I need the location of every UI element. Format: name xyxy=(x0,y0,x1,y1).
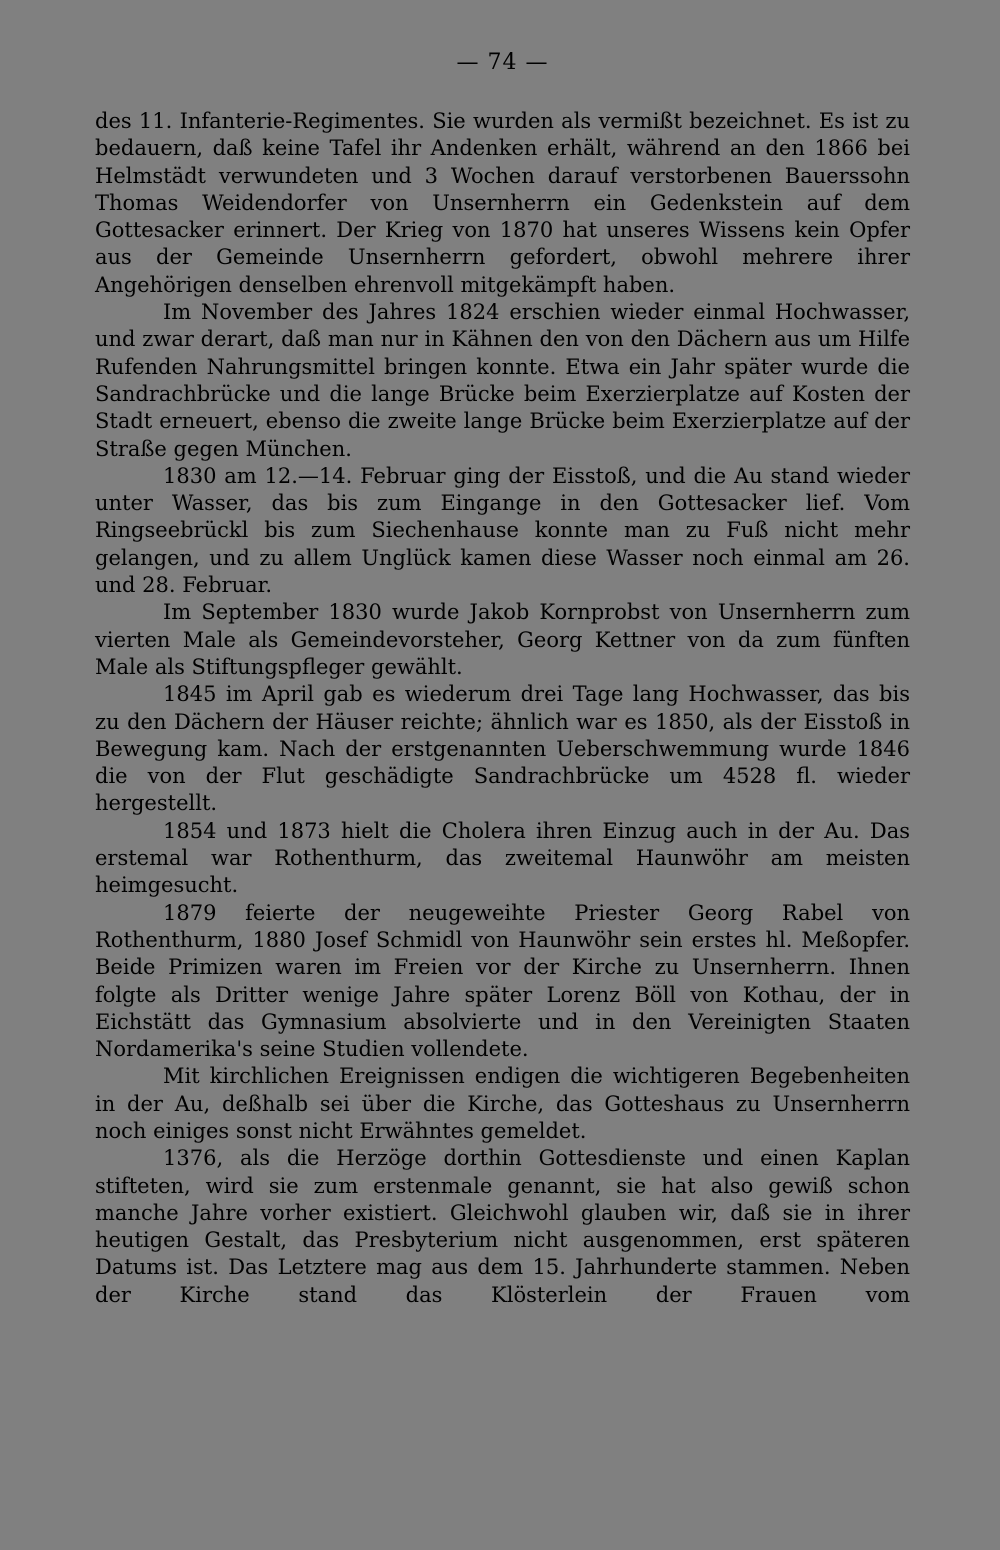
paragraph: 1830 am 12.—14. Februar ging der Eisstoß, und die Au stand wieder unter Wasser, das bis zum Eingange in den Gottesacker lief. Vom Ringseebrückl bis zum Siechenhause konnte man zu Fuß nicht mehr gelangen, und zu allem Unglück kamen diese Wasser noch einmal am 26. und 28. Februar. xyxy=(95,463,910,598)
paragraph: Im November des Jahres 1824 erschien wieder einmal Hochwasser, und zwar derart, daß man nur in Kähnen den von den Dächern aus um Hilfe Rufenden Nahrungsmittel bringen konnte. Etwa ein Jahr später wurde die Sandrachbrücke und die lange Brücke beim Exerzierplatze auf Kosten der Stadt erneuert, ebenso die zweite lange Brücke beim Exerzierplatze auf der Straße gegen München. xyxy=(95,300,910,461)
paragraph: Im September 1830 wurde Jakob Kornprobst von Unsernherrn zum vierten Male als Gemeindevorsteher, Georg Kettner von da zum fünften Male als Stiftungspfleger gewählt. xyxy=(95,600,910,679)
page-number: — 74 — xyxy=(456,50,549,75)
paragraph: Mit kirchlichen Ereignissen endigen die wichtigeren Begebenheiten in der Au, deßhalb sei über die Kirche, das Gotteshaus zu Unsernherrn noch einiges sonst nicht Erwähntes gemeldet. xyxy=(95,1064,910,1143)
paragraph: 1845 im April gab es wiederum drei Tage lang Hochwasser, das bis zu den Dächern der Häuser reichte; ähnlich war es 1850, als der Eisstoß in Bewegung kam. Nach der erstgenannten Ueberschwemmung wurde 1846 die von der Flut geschädigte Sandrachbrücke um 4528 fl. wieder hergestellt. xyxy=(95,682,910,816)
paragraph: 1376, als die Herzöge dorthin Gottesdienste und einen Kaplan stifteten, wird sie zum erstenmale genannt, sie hat also gewiß schon manche Jahre vorher existiert. Gleichwohl glauben wir, daß sie in ihrer heutigen Gestalt, das Presbyterium nicht ausgenommen, erst späteren Datums ist. Das Letztere mag aus dem 15. Jahrhunderte stammen. Neben der Kirche stand das Klösterlein der Frauen vom xyxy=(95,1146,910,1307)
paragraph: 1854 und 1873 hielt die Cholera ihren Einzug auch in der Au. Das erstemal war Rothenthurm, das zweitemal Haunwöhr am meisten heimgesucht. xyxy=(95,818,910,898)
paragraph: 1879 feierte der neugeweihte Priester Georg Rabel von Rothenthurm, 1880 Josef Schmidl von Haunwöhr sein erstes hl. Meßopfer. Beide Primizen waren im Freien vor der Kirche zu Unsernherrn. Ihnen folgte als Dritter wenige Jahre später Lorenz Böll von Kothau, der in Eichstätt das Gymnasium absolvierte und in den Vereinigten Staaten Nordamerika's seine Studien vollendete. xyxy=(95,900,910,1062)
paragraph: des 11. Infanterie-Regimentes. Sie wurden als vermißt bezeichnet. Es ist zu bedauern, daß keine Tafel ihr Andenken erhält, während an den 1866 bei Helmstädt verwundeten und 3 Wochen darauf verstorbenen Bauerssohn Thomas Weidendorfer von Unsernherrn ein Gedenkstein auf dem Gottesacker erinnert. Der Krieg von 1870 hat unseres Wissens kein Opfer aus der Gemeinde Unsernherrn gefordert, obwohl mehrere ihrer Angehörigen denselben ehrenvoll mitgekämpft haben. xyxy=(95,109,910,297)
body-text xyxy=(95,108,910,1309)
